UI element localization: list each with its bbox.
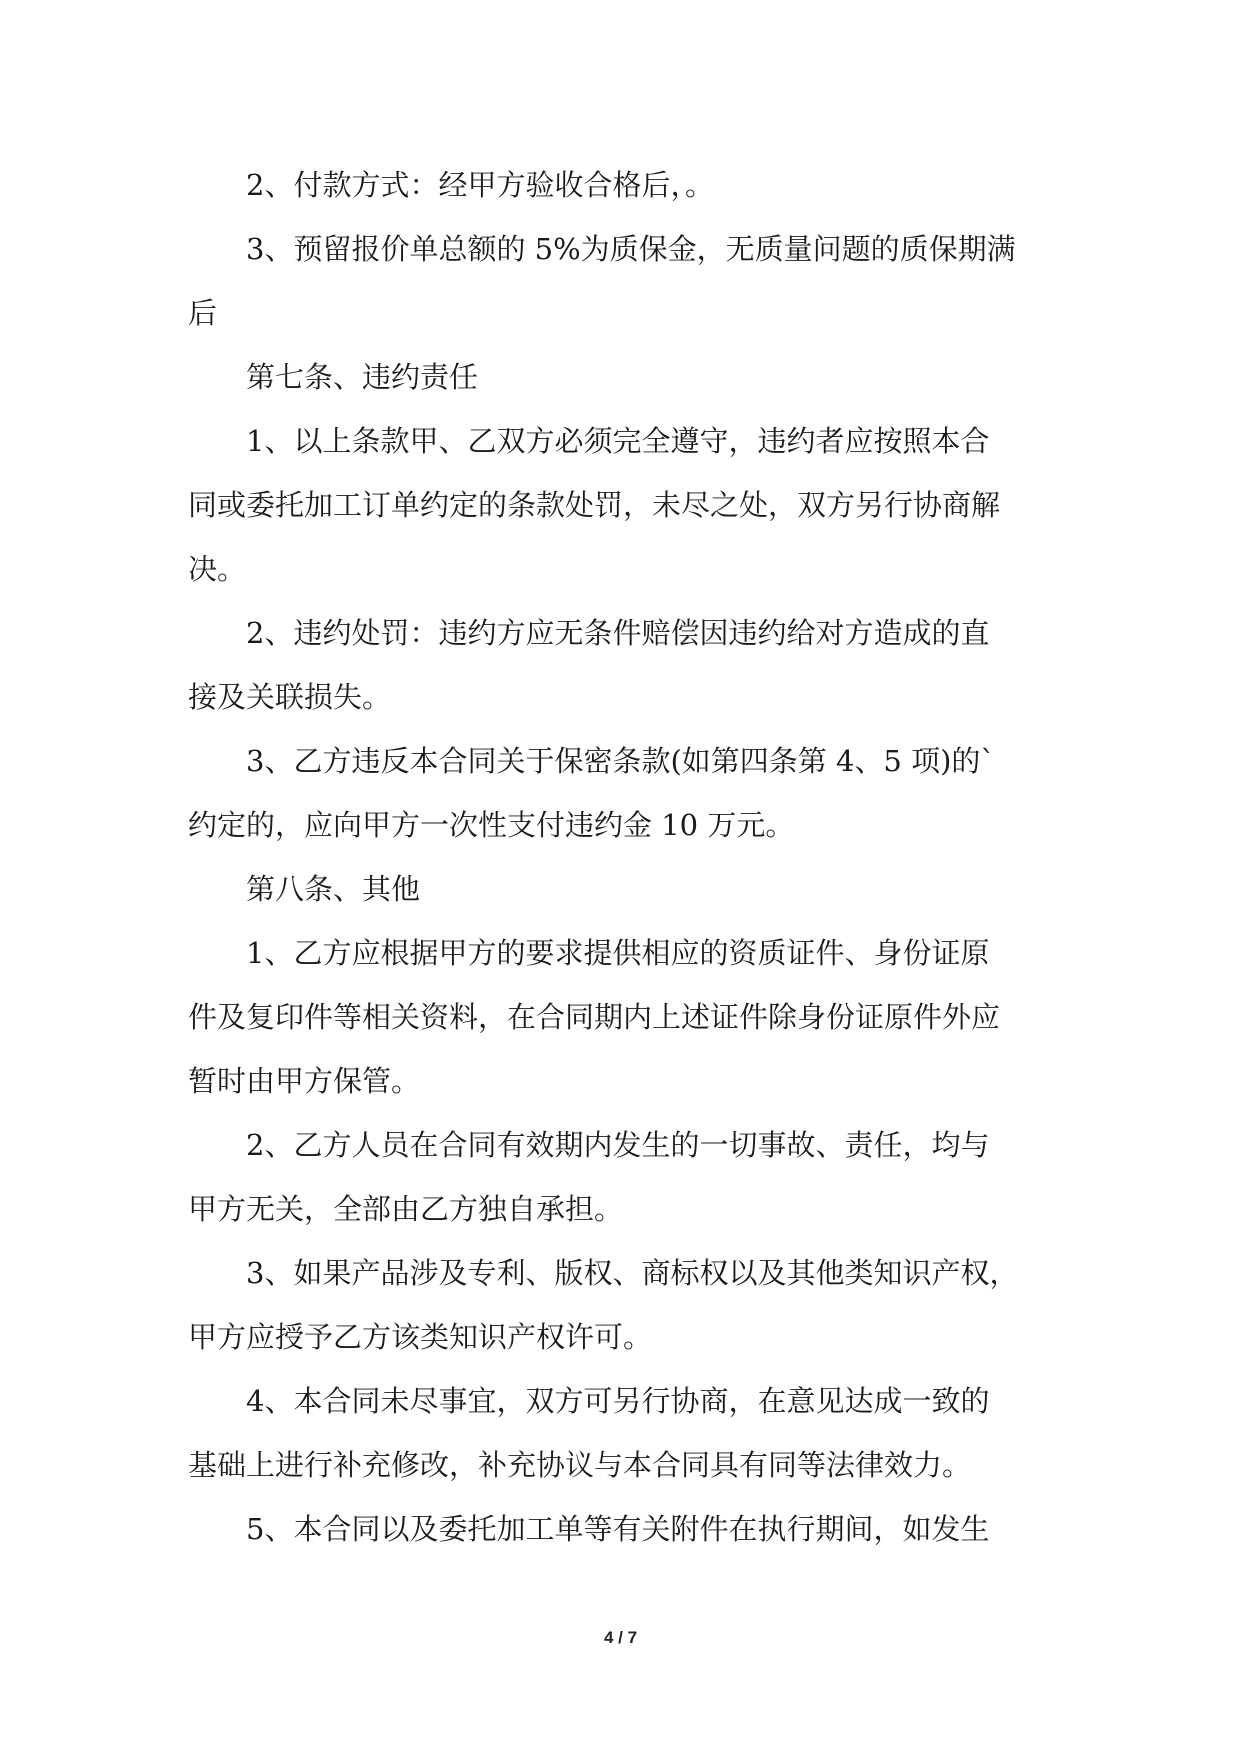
text-line: 2、违约处罚：违约方应无条件赔偿因违约给对方造成的直 — [246, 616, 990, 650]
text-line: 1、以上条款甲、乙双方必须完全遵守，违约者应按照本合 — [246, 424, 990, 458]
text-line: 3、如果产品涉及专利、版权、商标权以及其他类知识产权， — [246, 1256, 1019, 1290]
text-line: 第七条、违约责任 — [246, 360, 479, 394]
paragraph-breach-penalty — [188, 601, 1056, 729]
text-line: 2、付款方式：经甲方验收合格后，。 — [246, 168, 714, 202]
text-line: 甲方无关，全部由乙方独自承担。 — [188, 1192, 624, 1226]
text-line: 甲方应授予乙方该类知识产权许可。 — [188, 1320, 653, 1354]
text-line: 决。 — [188, 552, 247, 586]
text-line: 2、乙方人员在合同有效期内发生的一切事故、责任，均与 — [246, 1128, 990, 1162]
text-line: 接及关联损失。 — [188, 680, 392, 714]
text-line: 件及复印件等相关资料，在合同期内上述证件除身份证原件外应 — [188, 1000, 1001, 1034]
paragraph-liability — [188, 1113, 1056, 1241]
text-line: 基础上进行补充修改，补充协议与本合同具有同等法律效力。 — [188, 1448, 972, 1482]
text-line: 5、本合同以及委托加工单等有关附件在执行期间，如发生 — [246, 1512, 990, 1546]
text-line: 3、预留报价单总额的 5%为质保金，无质量问题的质保期满 — [246, 232, 1016, 266]
paragraph-credentials — [188, 921, 1056, 1113]
text-line: 4、本合同未尽事宜，双方可另行协商，在意见达成一致的 — [246, 1384, 990, 1418]
paragraph-confidentiality-penalty — [188, 729, 1056, 857]
text-line: 约定的，应向甲方一次性支付违约金 10 万元。 — [188, 808, 795, 842]
text-line: 同或委托加工订单约定的条款处罚，未尽之处，双方另行协商解 — [188, 488, 1001, 522]
paragraph-attachments — [188, 1497, 1056, 1561]
text-line: 第八条、其他 — [246, 872, 421, 906]
paragraph-warranty-deposit — [188, 217, 1056, 345]
page-number: 4 / 7 — [603, 1628, 638, 1647]
document-body — [188, 153, 1056, 1561]
text-line: 后 — [188, 296, 218, 330]
section-heading-article-8 — [188, 857, 1056, 921]
paragraph-supplementary-agreement — [188, 1369, 1056, 1497]
text-line: 3、乙方违反本合同关于保密条款(如第四条第 4、5 项)的` — [246, 744, 995, 778]
paragraph-payment-method — [188, 153, 1056, 217]
text-line: 暂时由甲方保管。 — [188, 1064, 421, 1098]
paragraph-compliance — [188, 409, 1056, 601]
section-heading-article-7 — [188, 345, 1056, 409]
text-line: 1、乙方应根据甲方的要求提供相应的资质证件、身份证原 — [246, 936, 990, 970]
paragraph-intellectual-property — [188, 1241, 1056, 1369]
